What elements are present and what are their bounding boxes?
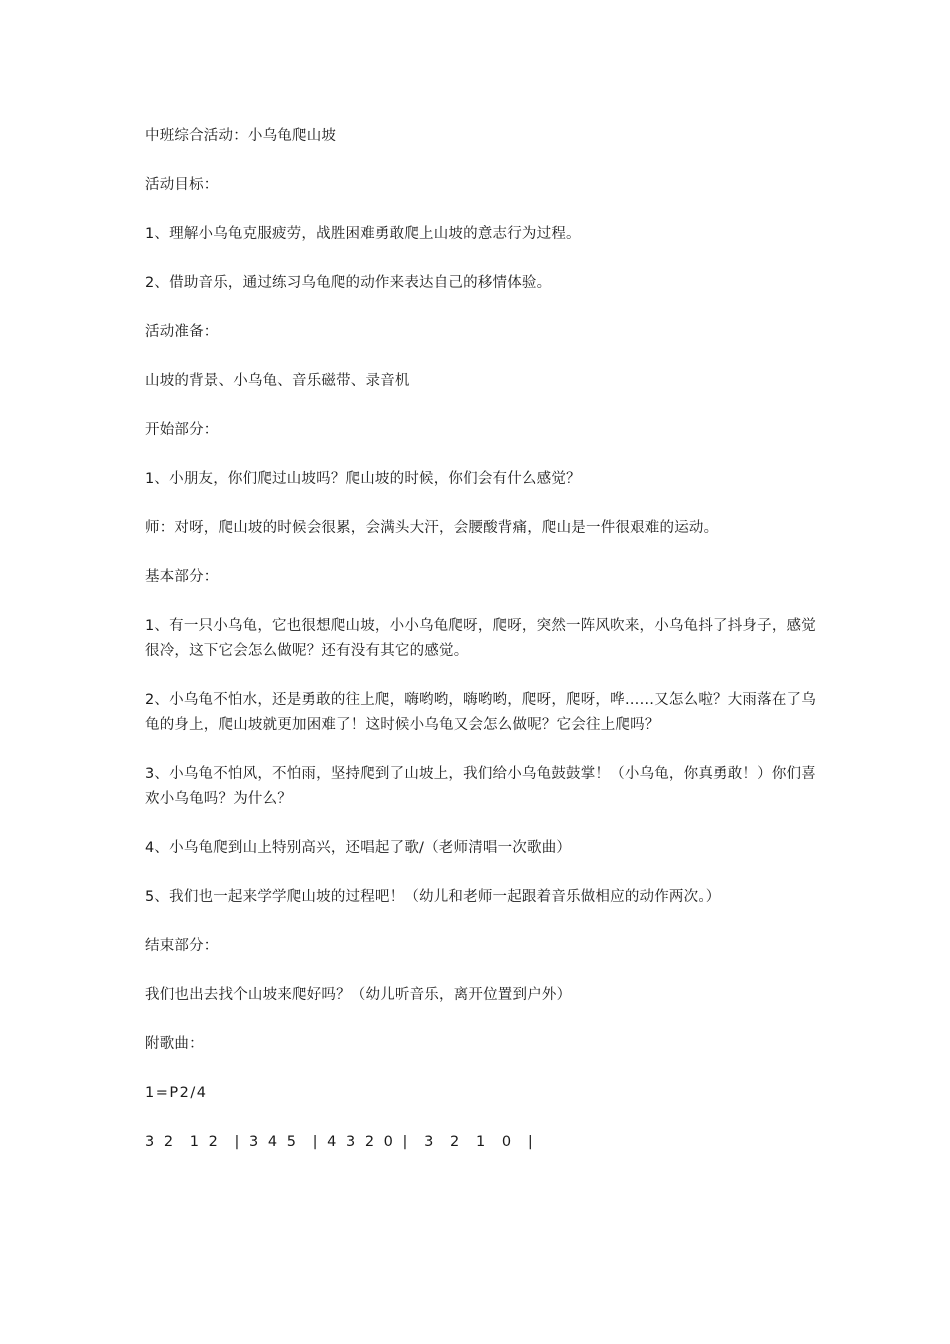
goal-heading: 活动目标： xyxy=(145,177,219,193)
goal-item-2: 2、借助音乐，通过练习乌龟爬的动作来表达自己的移情体验。 xyxy=(145,275,552,291)
basic-heading: 基本部分： xyxy=(145,569,219,585)
song-notation: 3 2 1 2 | 3 4 5 | 4 3 2 0 | 3 2 1 0 | xyxy=(145,1134,536,1150)
basic-item-2: 2、小乌龟不怕水，还是勇敢的往上爬，嗨哟哟，嗨哟哟，爬呀，爬呀，哗……又怎么啦？大雨落在了乌龟的身上，爬山坡就更加困难了！这时候小乌龟又会怎么做呢？它会往上爬吗？ xyxy=(145,692,816,733)
prep-items: 山坡的背景、小乌龟、音乐磁带、录音机 xyxy=(145,373,410,389)
start-item-1: 1、小朋友，你们爬过山坡吗？爬山坡的时候，你们会有什么感觉？ xyxy=(145,471,581,487)
goal-item-1: 1、理解小乌龟克服疲劳，战胜困难勇敢爬上山坡的意志行为过程。 xyxy=(145,226,581,242)
prep-heading: 活动准备： xyxy=(145,324,219,340)
end-heading: 结束部分： xyxy=(145,938,219,954)
basic-item-5: 5、我们也一起来学学爬山坡的过程吧！（幼儿和老师一起跟着音乐做相应的动作两次。） xyxy=(145,889,721,905)
song-heading: 附歌曲： xyxy=(145,1036,204,1052)
start-teacher-line: 师：对呀，爬山坡的时候会很累，会满头大汗，会腰酸背痛，爬山是一件很艰难的运动。 xyxy=(145,520,719,536)
basic-item-1: 1、有一只小乌龟，它也很想爬山坡，小小乌龟爬呀，爬呀，突然一阵风吹来，小乌龟抖了抖身子，感觉很冷，这下它会怎么做呢？还有没有其它的感觉。 xyxy=(145,618,816,659)
document-body xyxy=(145,124,820,1155)
end-text: 我们也出去找个山坡来爬好吗？（幼儿听音乐，离开位置到户外） xyxy=(145,987,572,1003)
basic-item-3: 3、小乌龟不怕风，不怕雨，坚持爬到了山坡上，我们给小乌龟鼓鼓掌！（小乌龟，你真勇敢！）你们喜欢小乌龟吗？为什么？ xyxy=(145,766,816,807)
document-title: 中班综合活动：小乌龟爬山坡 xyxy=(145,128,337,144)
basic-item-4: 4、小乌龟爬到山上特别高兴，还唱起了歌/（老师清唱一次歌曲） xyxy=(145,840,572,856)
song-key: 1=P2/4 xyxy=(145,1085,208,1101)
start-heading: 开始部分： xyxy=(145,422,219,438)
